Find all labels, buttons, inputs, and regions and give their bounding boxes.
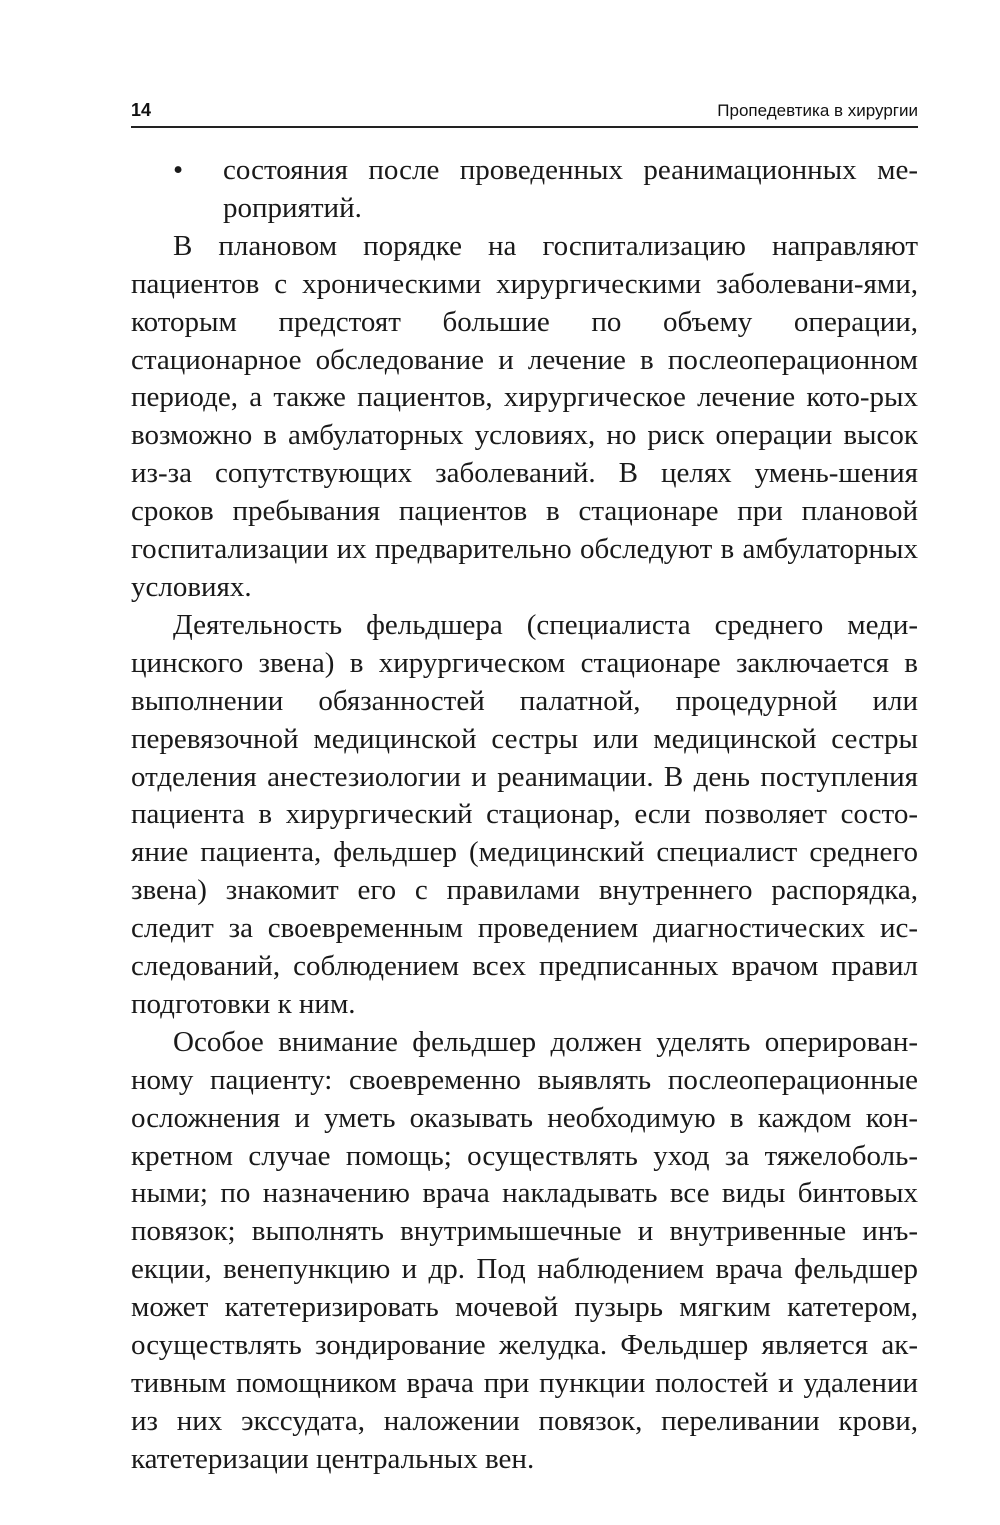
running-title: Пропедевтика в хирургии: [717, 101, 918, 120]
page-body: [131, 152, 918, 1479]
page-number: 14: [131, 100, 152, 120]
bullet-text: состояния после проведенных реанимационных ме-роприятий.: [223, 154, 918, 224]
page-header: [131, 98, 918, 128]
paragraph-planned-hospitalization: В плановом порядке на госпитализацию направляют пациентов с хроническими хирургическими заболевани-ями, которым предстоят большие по объему операции, стационарное обследование и лечение в послеоперационном периоде, а также пациентов, хирургическое лечение кото-рых возможно в амбулаторных условиях, но риск операции высок из-за сопутствующих заболеваний. В целях умень-шения сроков пребывания пациентов в стационаре при плановой госпитализации их предварительно обследуют в амбулаторных условиях.: [131, 229, 918, 603]
bullet-icon: •: [173, 154, 184, 186]
paragraph-postoperative-care: Особое внимание фельдшер должен уделять оперирован-ному пациенту: своевременно выявлять послеоперационные осложнения и уметь оказывать необходимую в каждом кон-кретном случае помощь; осуществлять уход за тяжелоболь-ными; по назначению врача накладывать все виды бинтовых повязок; выполнять внутримышечные и внутривенные инъ-екции, венепункцию и др. Под наблюдением врача фельдшер может катетеризировать мочевой пузырь мягким катетером, осуществлять зондирование желудка. Фельдшер является ак-тивным помощником врача при пункции полостей и удалении из них экссудата, наложении повязок, переливании крови, катетеризации центральных вен.: [131, 1025, 918, 1475]
paragraph-paramedic-duties: Деятельность фельдшера (специалиста среднего меди-цинского звена) в хирургическом стационаре заключается в выполнении обязанностей палатной, процедурной или перевязочной медицинской сестры или медицинской сестры отделения анестезиологии и реанимации. В день поступления пациента в хирургический стационар, если позволяет состо-яние пациента, фельдшер (медицинский специалист среднего звена) знакомит его с правилами внутреннего распорядка, следит за своевременным проведением диагностических ис-следований, соблюдением всех предписанных врачом правил подготовки к ним.: [131, 608, 918, 1020]
bullet-list-item: [131, 152, 918, 228]
